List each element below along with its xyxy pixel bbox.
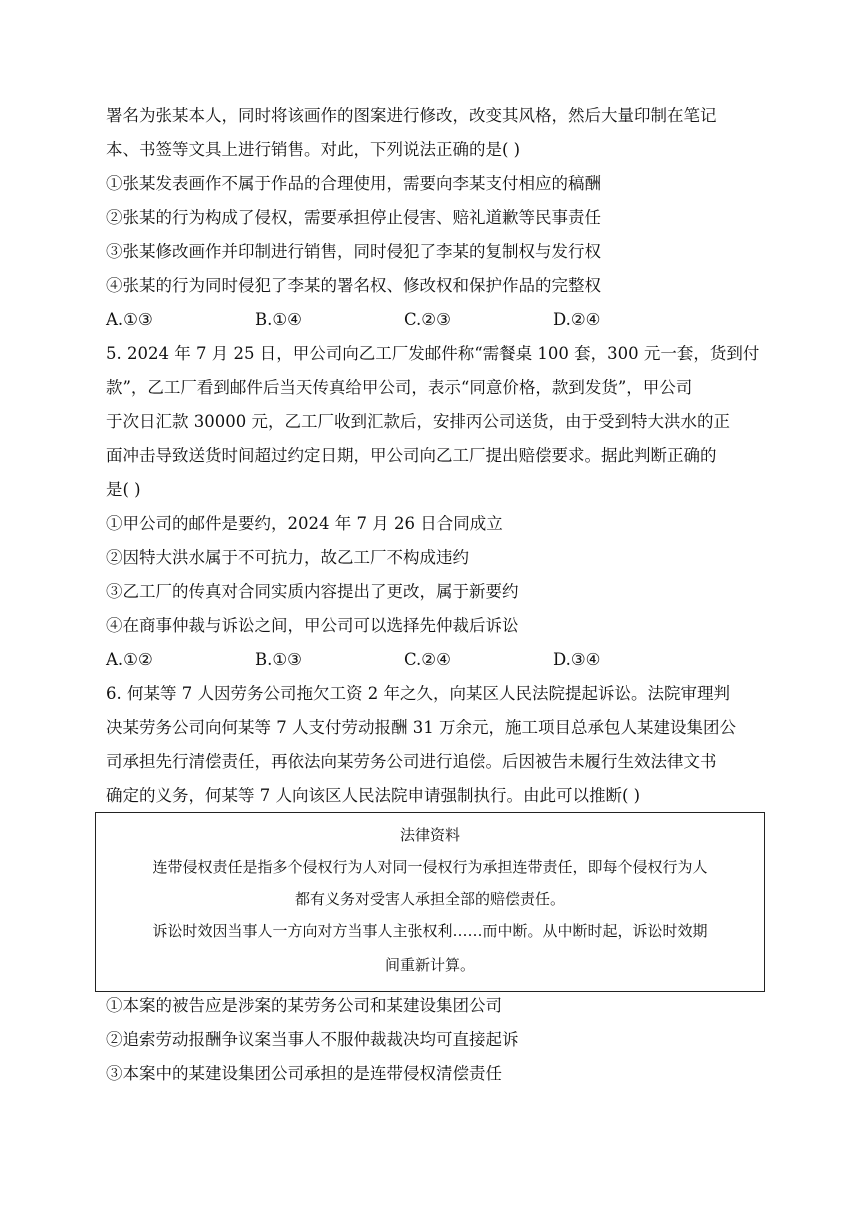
q5-statement-3: ③乙工厂的传真对合同实质内容提出了更改，属于新要约 [106, 582, 519, 601]
legal-material-line: 间重新计算。 [384, 956, 475, 974]
q4-option-c[interactable]: C.②③ [404, 310, 451, 329]
q6-statement-3: ③本案中的某建设集团公司承担的是连带侵权清偿责任 [106, 1064, 502, 1083]
q6-text-line: 6. 何某等 7 人因劳务公司拖欠工资 2 年之久，向某区人民法院提起诉讼。法院审理判 [106, 684, 730, 703]
q5-text-line: 于次日汇款 30000 元，乙工厂收到汇款后，安排丙公司送货，由于受到特大洪水的正 [106, 412, 730, 431]
q6-text-line: 司承担先行清偿责任，再依法向某劳务公司进行追偿。后因被告未履行生效法律文书 [106, 752, 717, 771]
q5-options [106, 650, 766, 670]
legal-material-title: 法律资料 [399, 826, 460, 844]
q5-text-line: 是( ) [106, 480, 141, 499]
q4-statement-2: ②张某的行为构成了侵权，需要承担停止侵害、赔礼道歉等民事责任 [106, 208, 601, 227]
q4-statement-4: ④张某的行为同时侵犯了李某的署名权、修改权和保护作品的完整权 [106, 276, 601, 295]
q5-option-d[interactable]: D.③④ [553, 650, 601, 669]
q4-options [106, 310, 766, 330]
q5-statement-4: ④在商事仲裁与诉讼之间，甲公司可以选择先仲裁后诉讼 [106, 616, 519, 635]
q6-statement-2: ②追索劳动报酬争议案当事人不服仲裁裁决均可直接起诉 [106, 1030, 519, 1049]
q4-statement-1: ①张某发表画作不属于作品的合理使用，需要向李某支付相应的稿酬 [106, 174, 601, 193]
q5-option-b[interactable]: B.①③ [255, 650, 302, 669]
q5-statement-2: ②因特大洪水属于不可抗力，故乙工厂不构成违约 [106, 548, 469, 567]
q6-text-line: 确定的义务，何某等 7 人向该区人民法院申请强制执行。由此可以推断( ) [106, 786, 641, 805]
legal-material-line: 诉讼时效因当事人一方向对方当事人主张权利……而中断。从中断时起，诉讼时效期 [152, 922, 708, 940]
q4-statement-3: ③张某修改画作并印制进行销售，同时侵犯了李某的复制权与发行权 [106, 242, 601, 261]
q5-text-line: 5. 2024 年 7 月 25 日，甲公司向乙工厂发邮件称“需餐桌 100 套，300 元一套，货到付 [106, 344, 760, 363]
q4-option-a[interactable]: A.①③ [106, 310, 153, 329]
q5-option-c[interactable]: C.②④ [404, 650, 451, 669]
q5-text-line: 款”，乙工厂看到邮件后当天传真给甲公司，表示“同意价格，款到发货”，甲公司 [106, 378, 693, 397]
q4-text-line: 本、书签等文具上进行销售。对此，下列说法正确的是( ) [106, 140, 521, 159]
q5-option-a[interactable]: A.①② [106, 650, 153, 669]
q4-option-b[interactable]: B.①④ [255, 310, 302, 329]
q5-text-line: 面冲击导致送货时间超过约定日期，甲公司向乙工厂提出赔偿要求。据此判断正确的 [106, 446, 717, 465]
legal-material-line: 连带侵权责任是指多个侵权行为人对同一侵权行为承担连带责任，即每个侵权行为人 [152, 858, 708, 876]
q5-statement-1: ①甲公司的邮件是要约，2024 年 7 月 26 日合同成立 [106, 514, 503, 533]
q4-text-line: 署名为张某本人，同时将该画作的图案进行修改，改变其风格，然后大量印制在笔记 [106, 106, 717, 125]
q6-statement-1: ①本案的被告应是涉案的某劳务公司和某建设集团公司 [106, 996, 502, 1015]
q6-text-line: 决某劳务公司向何某等 7 人支付劳动报酬 31 万余元，施工项目总承包人某建设集团公 [106, 718, 736, 737]
q4-option-d[interactable]: D.②④ [553, 310, 601, 329]
legal-material-line: 都有义务对受害人承担全部的赔偿责任。 [294, 890, 565, 908]
legal-material-box [95, 812, 765, 992]
